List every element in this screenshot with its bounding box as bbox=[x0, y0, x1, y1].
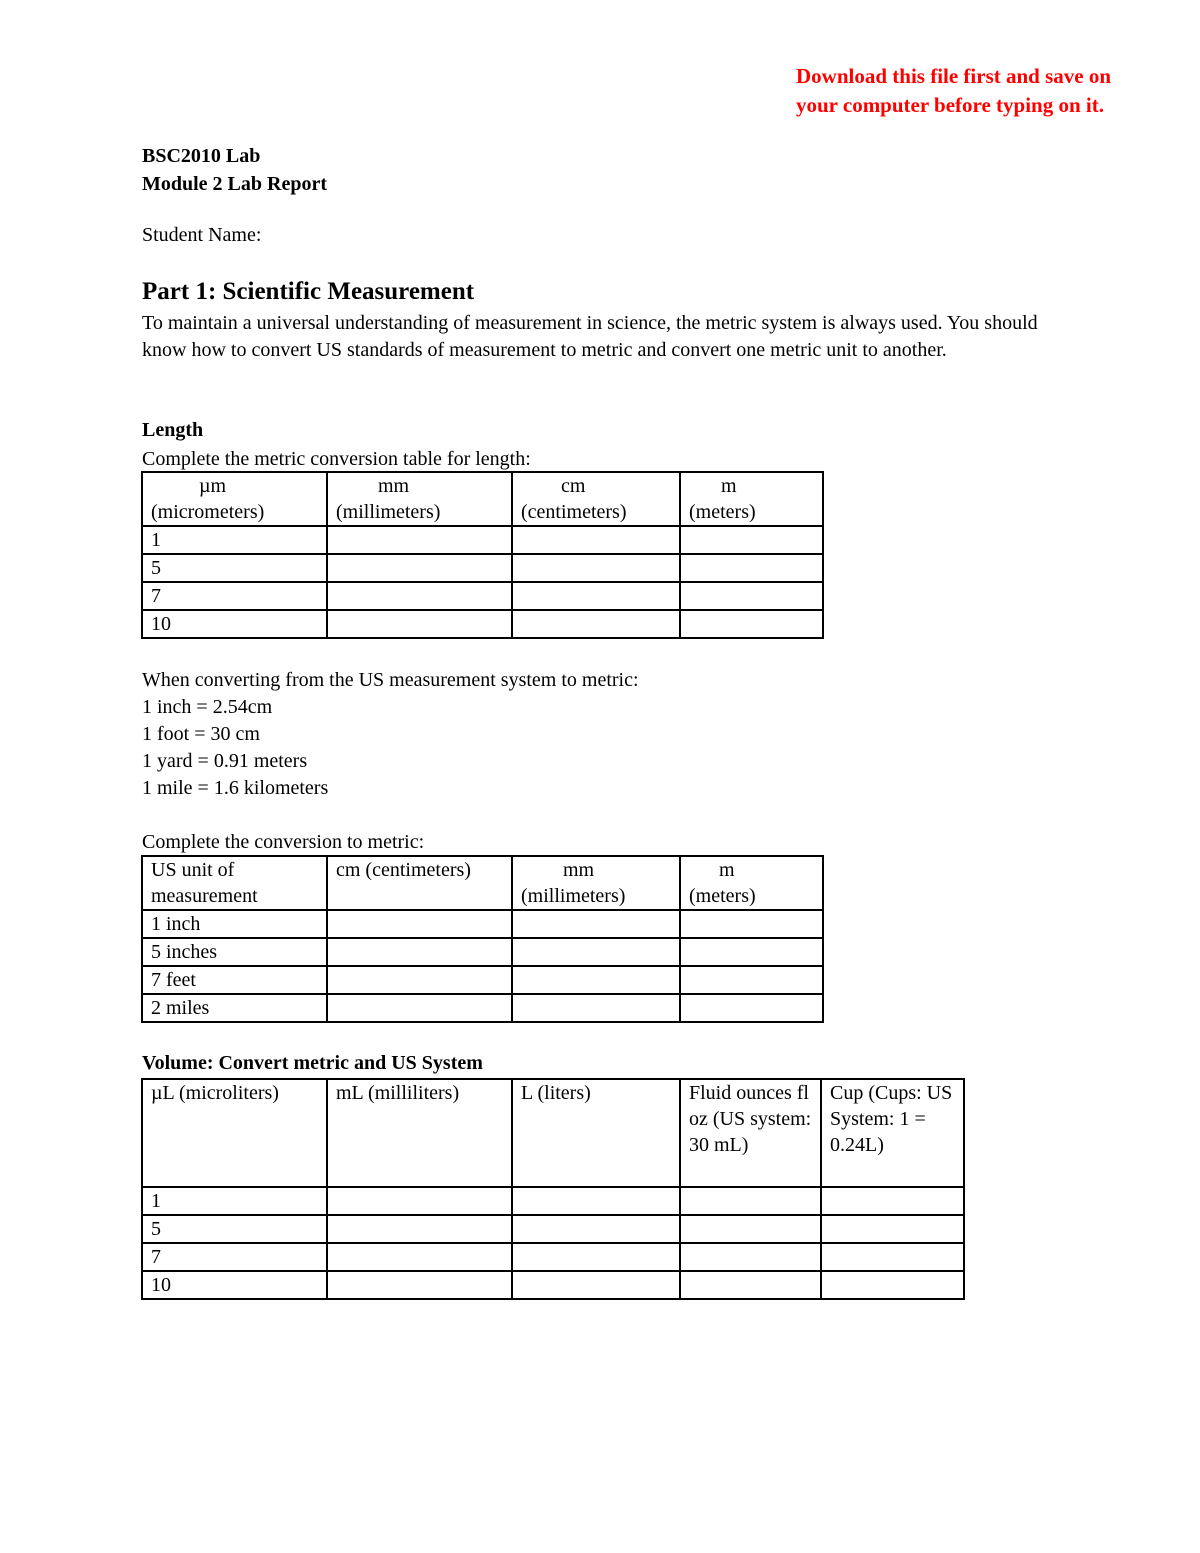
row-label-cell: 1 bbox=[142, 1187, 327, 1215]
unit-label: mm bbox=[378, 475, 410, 497]
answer-cell[interactable] bbox=[512, 910, 680, 938]
unit-name: (millimeters) bbox=[336, 501, 441, 523]
answer-cell[interactable] bbox=[512, 994, 680, 1022]
table-row bbox=[142, 1187, 964, 1215]
row-label-cell: 1 inch bbox=[142, 910, 327, 938]
table-row bbox=[142, 1243, 964, 1271]
header-cell: Fluid ounces fl oz (US system: 30 mL) bbox=[680, 1079, 821, 1187]
header-cell: US unit of measurement bbox=[142, 856, 327, 910]
unit-label: m bbox=[719, 859, 735, 881]
row-label-cell: 7 feet bbox=[142, 966, 327, 994]
answer-cell[interactable] bbox=[512, 966, 680, 994]
length-instruction: Complete the metric conversion table for length: bbox=[142, 448, 531, 470]
answer-cell[interactable] bbox=[327, 610, 512, 638]
answer-cell[interactable] bbox=[821, 1271, 964, 1299]
conversion-fact: 1 foot = 30 cm bbox=[142, 723, 260, 745]
answer-cell[interactable] bbox=[821, 1187, 964, 1215]
answer-cell[interactable] bbox=[680, 554, 823, 582]
answer-cell[interactable] bbox=[680, 938, 823, 966]
conversion-fact: 1 inch = 2.54cm bbox=[142, 696, 273, 718]
answer-cell[interactable] bbox=[680, 966, 823, 994]
length-heading: Length bbox=[142, 419, 204, 441]
table-row bbox=[142, 966, 823, 994]
answer-cell[interactable] bbox=[327, 1243, 512, 1271]
unit-name: (micrometers) bbox=[151, 501, 265, 523]
table-header-row bbox=[142, 1079, 964, 1187]
answer-cell[interactable] bbox=[512, 1187, 680, 1215]
answer-cell[interactable] bbox=[680, 1215, 821, 1243]
download-notice: Download this file first and save on your computer before typing on it. bbox=[796, 64, 1112, 117]
answer-cell[interactable] bbox=[327, 1187, 512, 1215]
unit-name: (millimeters) bbox=[521, 885, 626, 907]
table-row bbox=[142, 554, 823, 582]
row-label-cell: 5 bbox=[142, 1215, 327, 1243]
answer-cell[interactable] bbox=[512, 610, 680, 638]
student-name-label[interactable]: Student Name: bbox=[142, 224, 262, 246]
document-header bbox=[142, 142, 327, 198]
answer-cell[interactable] bbox=[680, 610, 823, 638]
answer-cell[interactable] bbox=[821, 1243, 964, 1271]
header-cell: µL (microliters) bbox=[142, 1079, 327, 1187]
header-cell bbox=[512, 856, 680, 910]
row-label-cell: 5 bbox=[142, 554, 327, 582]
answer-cell[interactable] bbox=[680, 582, 823, 610]
answer-cell[interactable] bbox=[327, 994, 512, 1022]
volume-conversion-table bbox=[141, 1078, 965, 1300]
answer-cell[interactable] bbox=[512, 938, 680, 966]
conversion-fact: 1 mile = 1.6 kilometers bbox=[142, 777, 329, 799]
answer-cell[interactable] bbox=[512, 526, 680, 554]
answer-cell[interactable] bbox=[821, 1215, 964, 1243]
table-row bbox=[142, 910, 823, 938]
length-conversion-table bbox=[141, 471, 824, 639]
header-cell: L (liters) bbox=[512, 1079, 680, 1187]
answer-cell[interactable] bbox=[512, 1271, 680, 1299]
table-row bbox=[142, 938, 823, 966]
row-label-cell: 10 bbox=[142, 1271, 327, 1299]
header-cell bbox=[680, 472, 823, 526]
answer-cell[interactable] bbox=[680, 910, 823, 938]
part1-intro: To maintain a universal understanding of measurement in science, the metric system is always used. You should know how to convert US standards of measurement to metric and convert one metric unit to another. bbox=[142, 312, 1038, 361]
answer-cell[interactable] bbox=[680, 994, 823, 1022]
answer-cell[interactable] bbox=[680, 526, 823, 554]
header-cell bbox=[680, 856, 823, 910]
answer-cell[interactable] bbox=[327, 966, 512, 994]
header-cell: Cup (Cups: US System: 1 = 0.24L) bbox=[821, 1079, 964, 1187]
us-conversion-intro: When converting from the US measurement system to metric: bbox=[142, 669, 639, 691]
unit-label: mm bbox=[563, 859, 595, 881]
part1-heading: Part 1: Scientific Measurement bbox=[142, 278, 475, 305]
answer-cell[interactable] bbox=[327, 526, 512, 554]
header-cell bbox=[142, 472, 327, 526]
answer-cell[interactable] bbox=[680, 1187, 821, 1215]
volume-heading: Volume: Convert metric and US System bbox=[142, 1052, 483, 1074]
unit-label: cm bbox=[561, 475, 586, 497]
conversion-fact: 1 yard = 0.91 meters bbox=[142, 750, 308, 772]
header-cell: mL (milliliters) bbox=[327, 1079, 512, 1187]
answer-cell[interactable] bbox=[327, 938, 512, 966]
row-label-cell: 5 inches bbox=[142, 938, 327, 966]
unit-name: (centimeters) bbox=[521, 501, 627, 523]
unit-label: µm bbox=[199, 475, 227, 497]
answer-cell[interactable] bbox=[327, 1215, 512, 1243]
row-label-cell: 10 bbox=[142, 610, 327, 638]
answer-cell[interactable] bbox=[512, 1215, 680, 1243]
header-cell: cm (centimeters) bbox=[327, 856, 512, 910]
table-row bbox=[142, 526, 823, 554]
answer-cell[interactable] bbox=[327, 1271, 512, 1299]
header-cell bbox=[327, 472, 512, 526]
row-label-cell: 7 bbox=[142, 582, 327, 610]
table-row bbox=[142, 610, 823, 638]
answer-cell[interactable] bbox=[512, 1243, 680, 1271]
row-label-cell: 7 bbox=[142, 1243, 327, 1271]
us-to-metric-table bbox=[141, 855, 824, 1023]
row-label-cell: 1 bbox=[142, 526, 327, 554]
table-header-row bbox=[142, 856, 823, 910]
answer-cell[interactable] bbox=[327, 554, 512, 582]
answer-cell[interactable] bbox=[512, 582, 680, 610]
table-row bbox=[142, 1215, 964, 1243]
table-header-row bbox=[142, 472, 823, 526]
table-row bbox=[142, 582, 823, 610]
us-conversion-instruction: Complete the conversion to metric: bbox=[142, 831, 425, 853]
table-row bbox=[142, 994, 823, 1022]
answer-cell[interactable] bbox=[327, 910, 512, 938]
table-row bbox=[142, 1271, 964, 1299]
header-cell bbox=[512, 472, 680, 526]
course-title: BSC2010 Lab bbox=[142, 145, 261, 167]
unit-label: m bbox=[721, 475, 737, 497]
report-title: Module 2 Lab Report bbox=[142, 173, 327, 195]
unit-name: (meters) bbox=[689, 885, 756, 907]
unit-name: (meters) bbox=[689, 501, 756, 523]
answer-cell[interactable] bbox=[680, 1243, 821, 1271]
row-label-cell: 2 miles bbox=[142, 994, 327, 1022]
answer-cell[interactable] bbox=[327, 582, 512, 610]
answer-cell[interactable] bbox=[512, 554, 680, 582]
answer-cell[interactable] bbox=[680, 1271, 821, 1299]
